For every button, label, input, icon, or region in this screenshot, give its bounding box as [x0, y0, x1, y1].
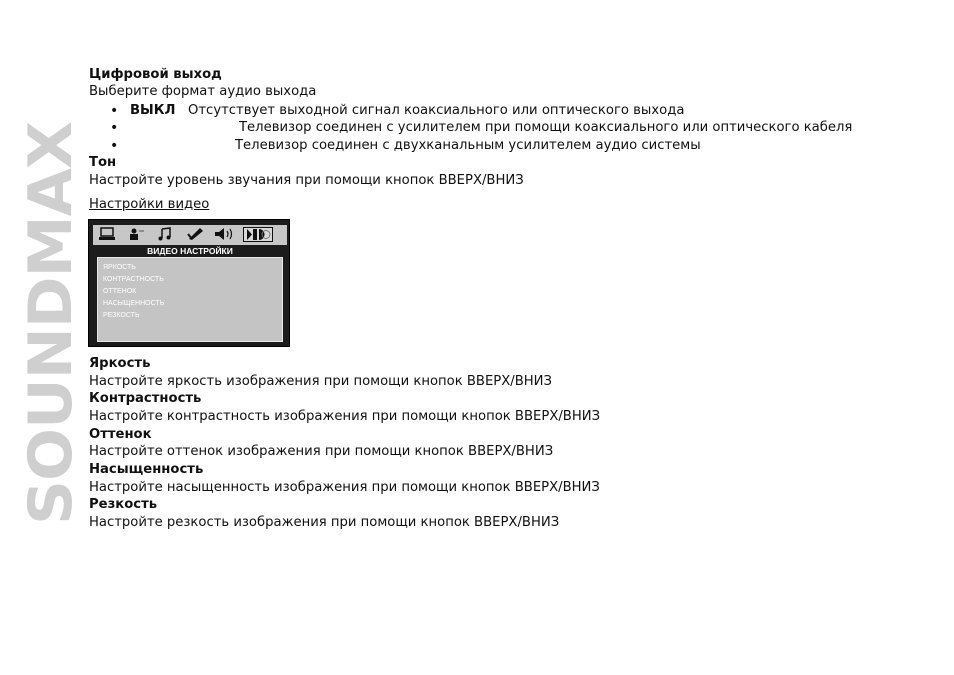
video-settings-title: Настройки видео [89, 197, 210, 212]
brightness-heading: Яркость [89, 356, 151, 371]
speaker-icon [213, 227, 237, 242]
option-off-label: ВЫКЛ [130, 103, 176, 118]
osd-item-brightness: ЯРКОСТЬ [103, 264, 136, 271]
contrast-text: Настройте контрастность изображения при помощи кнопок ВВЕРХ/ВНИЗ [89, 409, 601, 424]
video-settings-menu-image [88, 219, 290, 347]
tone-heading: Тон [89, 155, 117, 170]
check-icon [185, 227, 205, 242]
digital-output-heading: Цифровой выход [89, 67, 222, 82]
video-icon [243, 227, 273, 242]
osd-item-sharpness: РЕЗКОСТЬ [103, 312, 140, 319]
sharpness-text: Настройте резкость изображения при помощи кнопок ВВЕРХ/ВНИЗ [89, 515, 560, 530]
osd-item-hue: ОТТЕНОК [103, 288, 137, 295]
music-note-icon [155, 227, 175, 242]
bullet: • [110, 138, 119, 154]
osd-item-contrast: КОНТРАСТНОСТЬ [103, 276, 164, 283]
person-icon [126, 227, 146, 242]
option-off-text: Отсутствует выходной сигнал коаксиального или оптического выхода [188, 103, 685, 118]
hue-text: Настройте оттенок изображения при помощи кнопок ВВЕРХ/ВНИЗ [89, 444, 554, 459]
bullet: • [110, 103, 119, 119]
saturation-heading: Насыщенность [89, 462, 204, 477]
tone-text: Настройте уровень звучания при помощи кнопок ВВЕРХ/ВНИЗ [89, 173, 524, 188]
option-stereo-text: Телевизор соединен с двухканальным усилителем аудио системы [235, 138, 701, 153]
saturation-text: Настройте насыщенность изображения при помощи кнопок ВВЕРХ/ВНИЗ [89, 480, 600, 495]
digital-output-intro: Выберите формат аудио выхода [89, 84, 317, 99]
option-coax-text: Телевизор соединен с усилителем при помощи коаксиального или оптического кабеля [239, 120, 853, 135]
contrast-heading: Контрастность [89, 391, 202, 406]
osd-item-saturation: НАСЫЩЕННОСТЬ [103, 300, 165, 307]
osd-tab-bar [93, 225, 287, 245]
bullet: • [110, 120, 119, 136]
logo-text: SOUNDMAX [16, 122, 86, 525]
monitor-icon [97, 227, 117, 242]
brightness-text: Настройте яркость изображения при помощи кнопок ВВЕРХ/ВНИЗ [89, 374, 552, 389]
soundmax-logo [16, 48, 86, 622]
sharpness-heading: Резкость [89, 497, 158, 512]
osd-title: ВИДЕО НАСТРОЙКИ [147, 246, 233, 256]
hue-heading: Оттенок [89, 427, 152, 442]
osd-item-panel [97, 257, 283, 342]
